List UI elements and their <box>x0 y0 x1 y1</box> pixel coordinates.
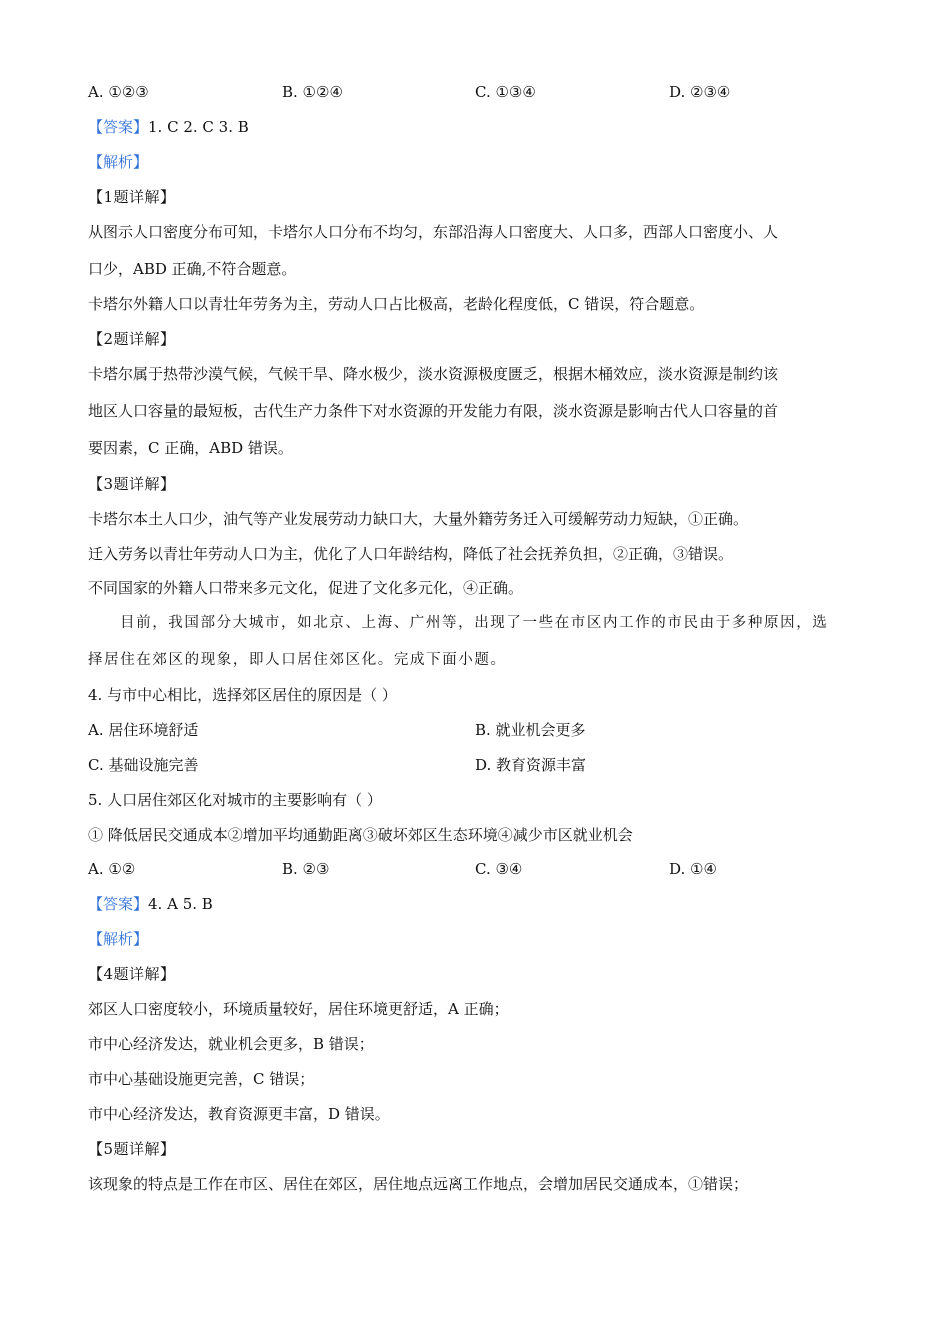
detail-4-line-2: 市中心经济发达，就业机会更多，B 错误； <box>88 1035 374 1053</box>
option-b: B. ①②④ <box>282 83 343 101</box>
detail-2-heading: 【2题详解】 <box>88 330 176 348</box>
analysis-tag: 【解析】 <box>88 930 149 948</box>
option-a: A. ①② <box>88 860 136 878</box>
option-d: D. ②③④ <box>669 83 731 101</box>
detail-2-line-2: 地区人口容量的最短板，古代生产力条件下对水资源的开发能力有限，淡水资源是影响古代人口容量的首 <box>88 402 779 420</box>
detail-5-line-1: 该现象的特点是工作在市区、居住在郊区，居住地点远离工作地点，会增加居民交通成本，①错误； <box>88 1175 749 1193</box>
detail-1-heading: 【1题详解】 <box>88 188 176 206</box>
detail-3-line-2: 迁入劳务以青壮年劳动人口为主，优化了人口年龄结构，降低了社会抚养负担，②正确，③错误。 <box>88 545 734 563</box>
detail-4-heading: 【4题详解】 <box>88 965 176 983</box>
detail-1-line-2: 口少，ABD 正确,不符合题意。 <box>88 260 297 278</box>
option-c: C. 基础设施完善 <box>88 756 199 774</box>
answer-text: 1. C 2. C 3. B <box>148 118 249 136</box>
detail-3-line-3: 不同国家的外籍人口带来多元文化，促进了文化多元化，④正确。 <box>88 579 524 597</box>
passage-line-1: 目前，我国部分大城市，如北京、上海、广州等，出现了一些在市区内工作的市民由于多种原因，选 <box>120 615 829 631</box>
detail-2-line-1: 卡塔尔属于热带沙漠气候，气候干旱、降水极少，淡水资源极度匮乏，根据木桶效应，淡水资源是制约该 <box>88 365 779 383</box>
answer-tag: 【答案】 <box>88 118 149 136</box>
answer-line-1 <box>88 117 863 137</box>
option-a: A. 居住环境舒适 <box>88 721 199 739</box>
answer-tag: 【答案】 <box>88 895 149 913</box>
detail-3-line-1: 卡塔尔本土人口少，油气等产业发展劳动力缺口大，大量外籍劳务迁入可缓解劳动力短缺，①正确。 <box>88 510 749 528</box>
detail-2-line-3: 要因素，C 正确，ABD 错误。 <box>88 439 293 457</box>
option-d: D. ①④ <box>669 860 717 878</box>
answer-text: 4. A 5. B <box>148 895 213 913</box>
option-c: C. ③④ <box>475 860 523 878</box>
detail-4-line-1: 郊区人口密度较小，环境质量较好，居住环境更舒适，A 正确； <box>88 1000 509 1018</box>
detail-1-line-1: 从图示人口密度分布可知，卡塔尔人口分布不均匀，东部沿海人口密度大、人口多，西部人口密度小、人 <box>88 223 779 241</box>
option-d: D. 教育资源丰富 <box>475 756 587 774</box>
option-c: C. ①③④ <box>475 83 536 101</box>
question-5: 5. 人口居住郊区化对城市的主要影响有（ ） <box>88 791 382 809</box>
answer-line-2 <box>88 894 863 914</box>
detail-1-line-3: 卡塔尔外籍人口以青壮年劳务为主，劳动人口占比极高，老龄化程度低，C 错误，符合题意。 <box>88 295 705 313</box>
passage-line-2: 择居住在郊区的现象，即人口居住郊区化。完成下面小题。 <box>88 652 507 668</box>
option-a: A. ①②③ <box>88 83 149 101</box>
question-5-statements: ① 降低居民交通成本②增加平均通勤距离③破坏郊区生态环境④减少市区就业机会 <box>88 826 633 844</box>
detail-4-line-4: 市中心经济发达，教育资源更丰富，D 错误。 <box>88 1105 390 1123</box>
detail-5-heading: 【5题详解】 <box>88 1140 176 1158</box>
question-4: 4. 与市中心相比，选择郊区居住的原因是（ ） <box>88 686 397 704</box>
detail-3-heading: 【3题详解】 <box>88 475 176 493</box>
option-b: B. ②③ <box>282 860 330 878</box>
analysis-tag: 【解析】 <box>88 153 149 171</box>
option-b: B. 就业机会更多 <box>475 721 586 739</box>
detail-4-line-3: 市中心基础设施更完善，C 错误； <box>88 1070 315 1088</box>
